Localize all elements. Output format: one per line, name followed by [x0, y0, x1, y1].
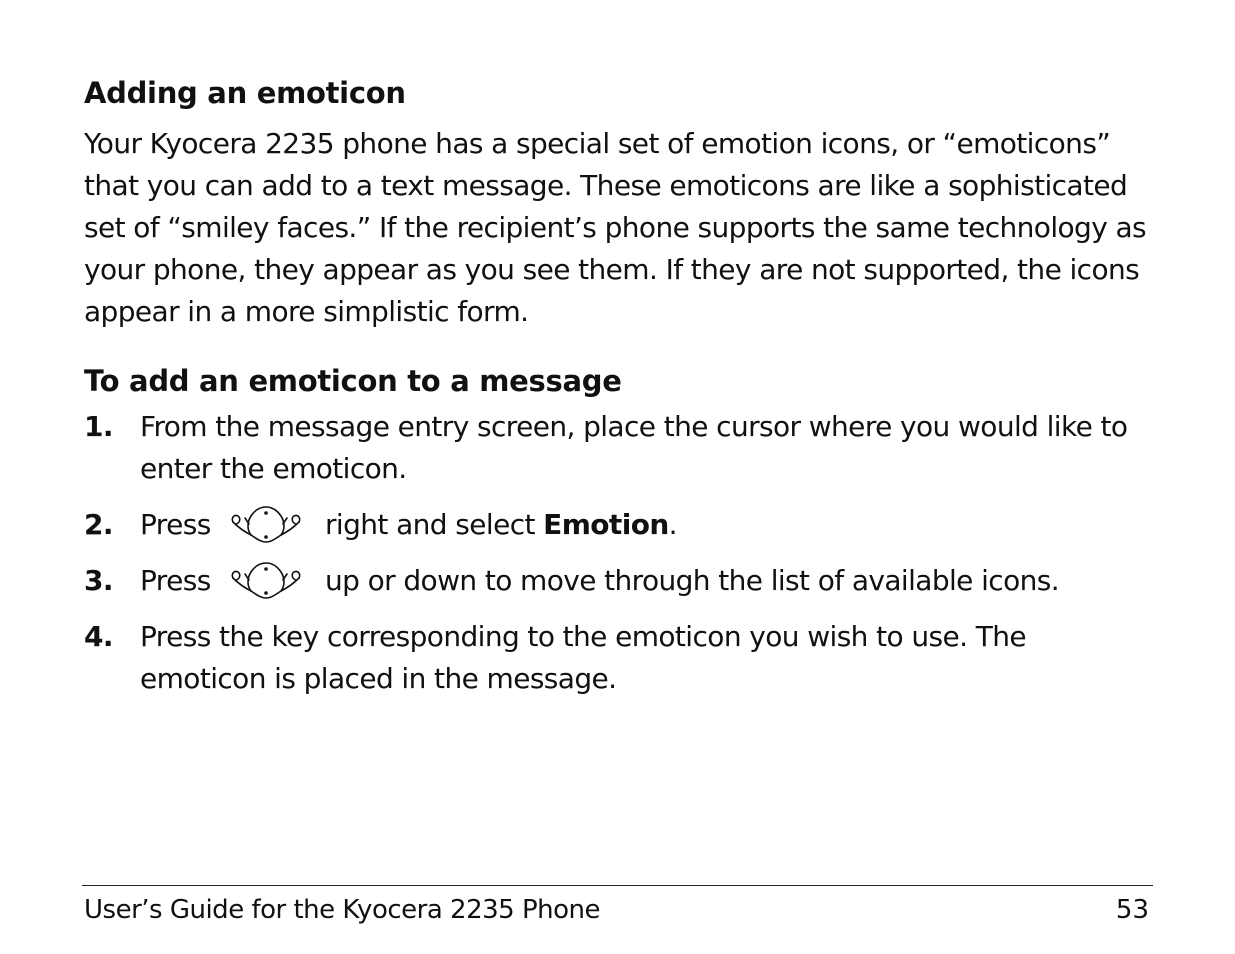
steps-list: [84, 406, 1154, 700]
step-text-after: up or down to move through the list of available icons.: [316, 564, 1060, 597]
step-number: 2.: [84, 508, 113, 541]
section-title: Adding an emoticon: [84, 76, 406, 110]
emotion-option: Emotion: [543, 508, 669, 541]
step-number: 1.: [84, 410, 113, 443]
navigation-key-icon: [227, 502, 305, 544]
step-2: [84, 504, 1154, 546]
step-3: [84, 560, 1154, 602]
step-text-before: Press: [140, 564, 211, 597]
step-number: 4.: [84, 620, 113, 653]
step-text-end: .: [668, 508, 677, 541]
navigation-key-icon: [227, 558, 305, 600]
step-number: 3.: [84, 564, 113, 597]
footer-guide-title: User’s Guide for the Kyocera 2235 Phone: [84, 895, 601, 925]
procedure-title: To add an emoticon to a message: [84, 364, 622, 398]
step-text: From the message entry screen, place the cursor where you would like to enter the emoticon.: [140, 410, 1128, 485]
step-1: [84, 406, 1154, 490]
step-text: Press the key corresponding to the emoticon you wish to use. The emoticon is placed in the message.: [140, 620, 1026, 695]
step-text-before: Press: [140, 508, 211, 541]
footer-divider: [82, 885, 1153, 886]
step-4: [84, 616, 1154, 700]
page-content: [84, 72, 1154, 714]
intro-paragraph: Your Kyocera 2235 phone has a special set of emotion icons, or “emoticons” that you can add to a text message. These emoticons are like a sophisticated set of “smiley faces.” If the recipient’s phone supports the same technology as your phone, they appear as you see them. If they are not supported, the icons appear in a more simplistic form.: [84, 127, 1147, 328]
page-number: 53: [1115, 895, 1149, 925]
step-text-after: right and select: [316, 508, 544, 541]
